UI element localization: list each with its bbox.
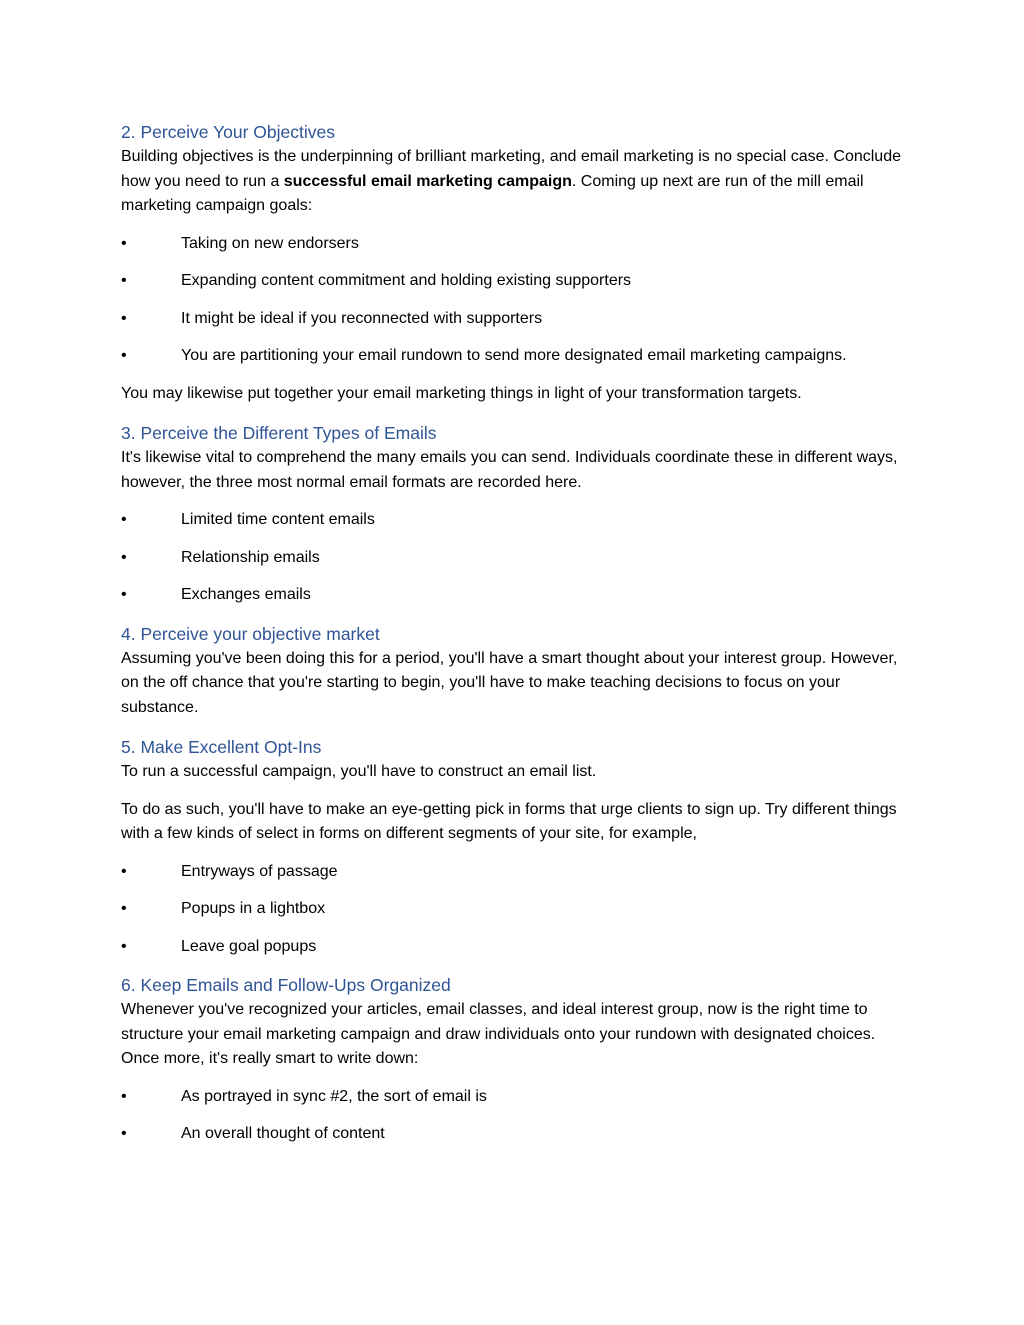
list-item: • Expanding content commitment and holding existing supporters — [121, 272, 632, 289]
list-item: • Exchanges emails — [121, 586, 311, 603]
bullet-list — [121, 508, 914, 608]
bullet-list — [121, 860, 914, 960]
section-heading: 6. Keep Emails and Follow-Ups Organized — [121, 975, 451, 995]
section-intro: It's likewise vital to comprehend the many emails you can send. Individuals coordinate these in different ways, however, the three most normal email formats are recorded here. — [121, 449, 898, 491]
section-email-types — [121, 420, 914, 608]
section-intro: Whenever you've recognized your articles, email classes, and ideal interest group, now is the right time to structure your email marketing campaign and draw individuals onto your rundown with designated choices. Once more, it's really smart to write down: — [121, 1001, 876, 1067]
section-heading: 5. Make Excellent Opt-Ins — [121, 737, 322, 757]
section-target-market — [121, 621, 914, 721]
section-heading: 4. Perceive your objective market — [121, 623, 380, 644]
bullet-list — [121, 1085, 914, 1147]
list-item: • It might be ideal if you reconnected with supporters — [121, 309, 543, 327]
section-outro: You may likewise put together your email marketing things in light of your transformation targets. — [121, 384, 802, 402]
section-heading: 3. Perceive the Different Types of Emails — [121, 423, 437, 443]
section-heading: 2. Perceive Your Objectives — [121, 122, 336, 142]
list-item: • Limited time content emails — [121, 511, 375, 528]
list-item: • An overall thought of content — [121, 1125, 385, 1142]
list-item: • Leave goal popups — [121, 937, 317, 955]
list-item: • You are partitioning your email rundown to send more designated email marketing campaigns. — [121, 347, 847, 364]
section-organized — [121, 972, 914, 1147]
section-intro: Assuming you've been doing this for a period, you'll have a smart thought about your interest group. However, on the off chance that you're starting to begin, you'll have to make teaching decisions to focus on your substance. — [121, 649, 898, 716]
bullet-list — [121, 232, 914, 369]
list-item: • Relationship emails — [121, 548, 320, 566]
section-intro-2: To do as such, you'll have to make an eye-getting pick in forms that urge clients to sign up. Try different things with a few kinds of select in forms on different segments of your site, for example, — [121, 800, 897, 842]
list-item: • Entryways of passage — [121, 862, 338, 880]
section-intro: To run a successful campaign, you'll have to construct an email list. — [121, 763, 597, 780]
list-item: • As portrayed in sync #2, the sort of email is — [121, 1087, 487, 1105]
list-item: • Taking on new endorsers — [121, 234, 359, 252]
section-intro: Building objectives is the underpinning of brilliant marketing, and email marketing is no special case. Conclude how you need to run a successful email marketing campaign. Coming up next are run of the mill email marketing campaign goals: — [121, 148, 901, 214]
section-opt-ins — [121, 734, 914, 959]
list-item: • Popups in a lightbox — [121, 900, 326, 917]
bold-phrase: successful email marketing campaign — [283, 172, 572, 190]
section-objectives — [121, 119, 914, 406]
